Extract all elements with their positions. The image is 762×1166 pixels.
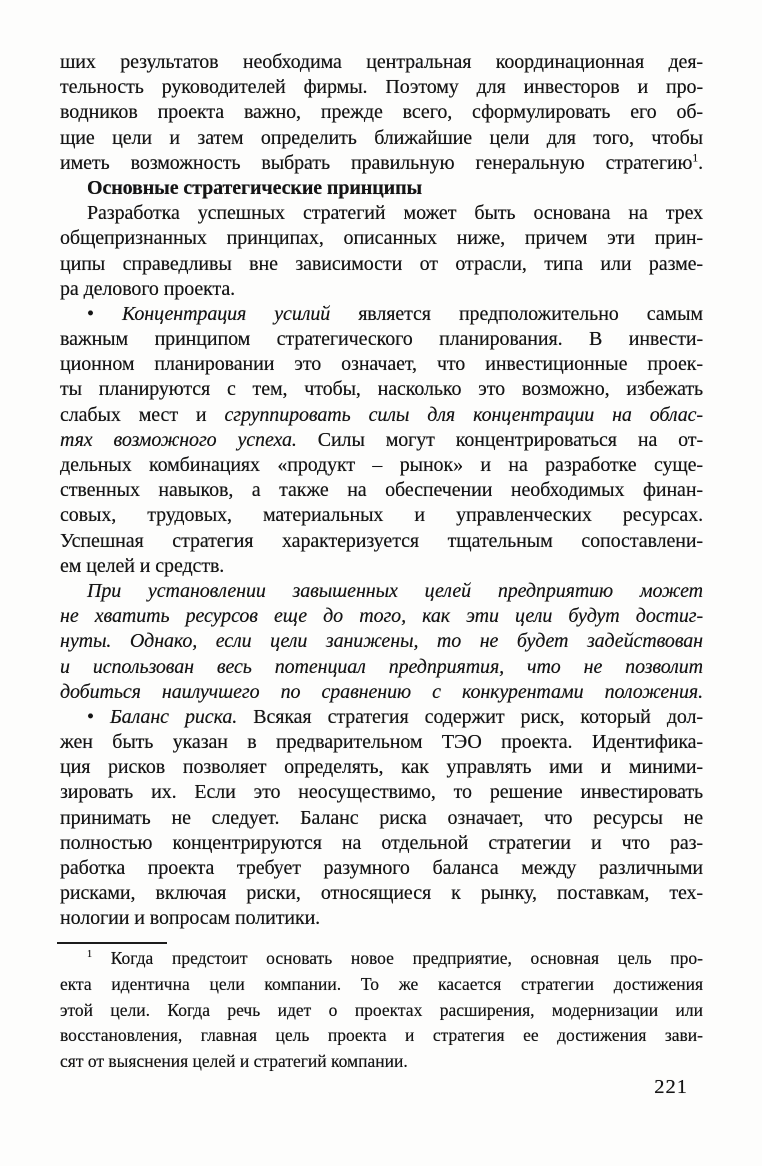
text-line <box>60 946 703 972</box>
text-line <box>60 100 703 125</box>
paragraph-three-principles <box>60 201 703 302</box>
text-segment: • <box>87 302 122 325</box>
text-segment: ционном планировании это означает, что инвестиционные проек- <box>60 353 703 376</box>
text-line <box>60 151 703 176</box>
text-line <box>60 327 703 352</box>
text-line <box>60 201 703 226</box>
text-segment: полностью концентрируются на отдельной стратегии и что раз- <box>60 831 703 854</box>
text-line <box>60 998 703 1024</box>
text-line <box>60 126 703 151</box>
text-segment: ципы справедливы вне зависимости от отрасли, типа или разме- <box>60 252 703 275</box>
text-line <box>60 75 703 100</box>
text-segment: Всякая стратегия содержит риск, который дол- <box>237 705 703 728</box>
text-segment: ших результатов необходима центральная координационная дея- <box>60 51 703 73</box>
footnote-divider <box>57 942 167 944</box>
text-segment: является предположительно самым <box>330 302 703 325</box>
text-segment: сгруппировать силы для концентрации на облас- <box>224 403 703 426</box>
text-line <box>60 780 703 805</box>
text-segment: добиться наилучшего по сравнению с конкурентами положения. <box>60 680 703 703</box>
page-number: 221 <box>654 1076 688 1098</box>
text-line <box>60 352 703 377</box>
text-segment: важным принципом стратегического планирования. В инвести- <box>60 328 703 351</box>
text-segment: Когда предстоит основать новое предприятие, основная цель про- <box>92 948 703 968</box>
text-segment: Баланс риска. <box>109 705 238 728</box>
text-line <box>60 806 703 831</box>
text-line <box>60 226 703 251</box>
text-line <box>60 604 703 629</box>
text-line <box>60 906 703 931</box>
text-segment: Концентрация усилий <box>121 302 331 325</box>
text-segment: При установлении завышенных целей предприятию может <box>87 579 703 602</box>
text-segment: Основные стратегические принципы <box>87 176 423 199</box>
text-segment: щие цели и затем определить ближайшие цели для того, чтобы <box>60 126 703 149</box>
text-segment: не хватить ресурсов еще до того, как эти цели будут достиг- <box>60 605 703 628</box>
text-line <box>60 50 703 75</box>
text-segment: слабых мест и <box>60 403 225 426</box>
text-line <box>60 176 703 201</box>
text-segment: тельность руководителей фирмы. Поэтому для инвесторов и про- <box>60 76 703 99</box>
text-line <box>60 705 703 730</box>
text-line <box>60 403 703 428</box>
text-segment: ственных навыков, а также на обеспечении необходимых финан- <box>60 479 703 502</box>
text-segment: общепризнанных принципах, описанных ниже, причем эти прин- <box>60 227 703 250</box>
text-line <box>60 453 703 478</box>
text-segment: ты планируются с тем, чтобы, насколько это возможно, избежать <box>60 378 703 401</box>
text-line <box>60 277 703 302</box>
text-segment: • <box>87 705 110 728</box>
text-segment: дельных комбинациях «продукт – рынок» и на разработке суще- <box>60 454 703 476</box>
text-line <box>60 503 703 528</box>
text-segment: иметь возможность выбрать правильную генеральную стратегию <box>60 151 693 174</box>
text-line <box>60 579 703 604</box>
text-segment: работка проекта требует разумного баланса между различными <box>60 857 703 879</box>
page-body <box>60 50 703 932</box>
section-heading <box>60 176 703 201</box>
text-segment: екта идентична цели компании. То же касается стратегии достижения <box>60 973 703 994</box>
text-segment: тях возможного успеха. <box>60 428 297 451</box>
text-segment: принимать не следует. Баланс риска означает, что ресурсы не <box>60 806 703 829</box>
text-line <box>60 655 703 680</box>
text-line <box>60 680 703 705</box>
text-line <box>60 629 703 654</box>
text-segment: рисками, включая риски, относящиеся к рынку, поставкам, тех- <box>60 882 703 905</box>
text-segment: сят от выяснения целей и стратегий компании. <box>60 1051 408 1072</box>
text-segment: ция рисков позволяет определять, как управлять ими и миними- <box>60 756 703 779</box>
text-line <box>60 755 703 780</box>
text-line <box>60 428 703 453</box>
text-segment: этой цели. Когда речь идет о проектах расширения, модернизации или <box>60 999 703 1020</box>
text-line <box>60 856 703 881</box>
text-segment: зировать их. Если это неосуществимо, то решение инвестировать <box>60 781 703 804</box>
text-line <box>60 478 703 503</box>
paragraph-continuation <box>60 50 703 176</box>
text-segment: нологии и вопросам политики. <box>60 907 321 930</box>
text-segment: водников проекта важно, прежде всего, сформулировать его об- <box>60 101 703 124</box>
text-segment: восстановления, главная цель проекта и стратегия ее достижения зави- <box>60 1025 703 1046</box>
text-segment: нуты. Однако, если цели занижены, то не будет задействован <box>60 630 703 653</box>
paragraph-italic-goals-warning <box>60 579 703 705</box>
text-segment: ра делового проекта. <box>60 277 236 300</box>
text-line <box>60 730 703 755</box>
bullet-risk-balance <box>60 705 703 932</box>
text-segment: совых, трудовых, материальных и управленческих ресурсах. <box>60 504 703 527</box>
text-segment: Успешная стратегия характеризуется тщательным сопоставлени- <box>60 529 703 552</box>
footnote <box>60 946 703 1075</box>
text-line <box>60 377 703 402</box>
footnote-marker: 1 <box>87 949 93 961</box>
text-segment: . <box>698 151 703 174</box>
text-line <box>60 831 703 856</box>
text-line <box>60 1023 703 1049</box>
text-segment: и использован весь потенциал предприятия, что не позволит <box>60 655 703 678</box>
text-line <box>60 881 703 906</box>
text-segment: ем целей и средств. <box>60 554 225 577</box>
text-segment: Разработка успешных стратегий может быть основана на трех <box>87 202 703 225</box>
text-line <box>60 252 703 277</box>
text-line <box>60 302 703 327</box>
bullet-concentration-of-efforts <box>60 302 703 579</box>
text-line <box>60 554 703 579</box>
footnote-marker: 1 <box>692 151 699 165</box>
text-line <box>60 972 703 998</box>
text-line <box>60 1049 703 1075</box>
text-line <box>60 529 703 554</box>
text-segment: жен быть указан в предварительном ТЭО проекта. Идентифика- <box>60 731 703 754</box>
text-segment: Силы могут концентрироваться на от- <box>296 428 704 451</box>
